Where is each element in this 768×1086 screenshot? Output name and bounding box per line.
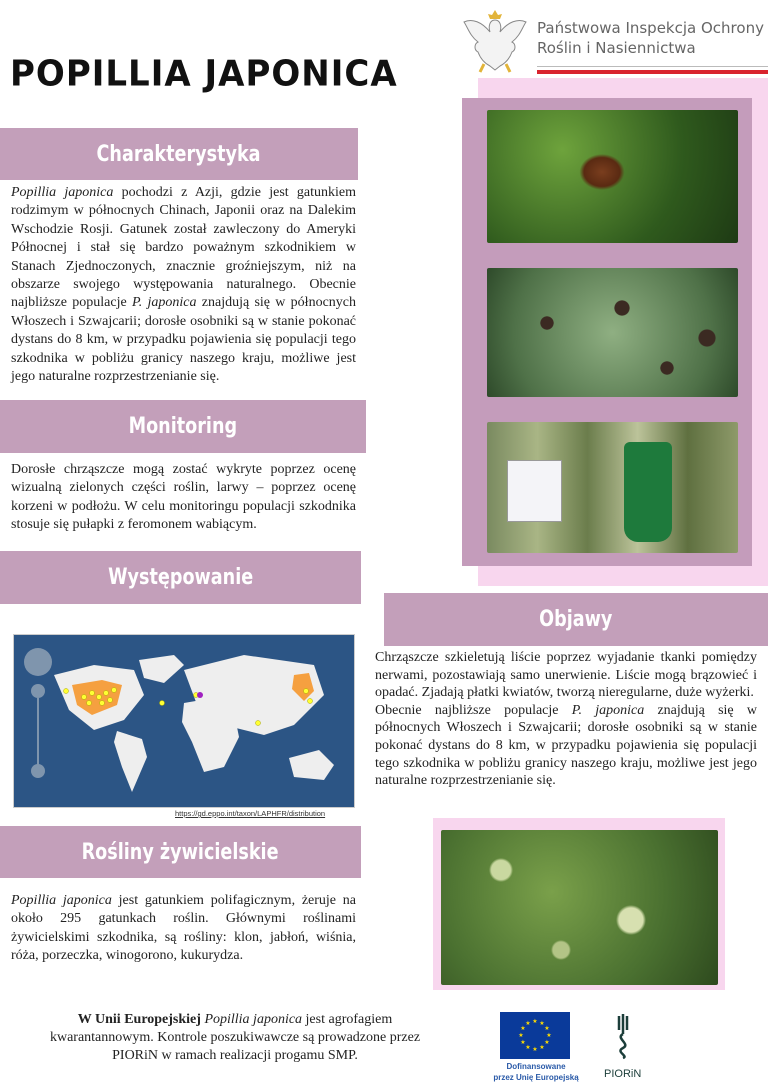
australia <box>289 750 334 780</box>
divider <box>537 66 768 67</box>
map-pan-control-icon <box>24 648 52 676</box>
map-zoom-in-icon <box>31 684 45 698</box>
svg-text:★: ★ <box>525 1020 531 1027</box>
pheromone-trap-photo <box>487 422 738 553</box>
svg-text:★: ★ <box>532 1018 538 1025</box>
footer-note: W Unii Europejskiej Popillia japonica jest agrofagiem kwarantannowym. Kontrole poszukiwawcze są prowadzone przez PIORiN w ramach realizacji progamu SMP. <box>49 1012 421 1063</box>
beetle-photo <box>487 110 738 243</box>
host-plants-text: Popillia japonica jest gatunkiem polifagicznym, żeruje na około 295 gatunkach roślin. Głównymi roślinami żywicielskimi szkodnika, są rośliny: klon, jabłoń, wiśnia, róża, porzeczka, winogorono, kukurydza. <box>11 893 356 964</box>
svg-text:★: ★ <box>544 1039 550 1046</box>
svg-text:★: ★ <box>520 1025 526 1032</box>
monitoring-text: Dorosłe chrząszcze mogą zostać wykryte poprzez ocenę wizualną zielonych części roślin, larwy – poprzez ocenę korzeni w podłożu. W celu monitoringu populacji szkodnika stosuje się pułapki z feromonem wabiącym. <box>11 462 356 533</box>
poster-title: POPILLIA JAPONICA <box>10 53 398 95</box>
piorin-logo-text: PIORiN <box>604 1068 642 1080</box>
south-america <box>114 731 147 792</box>
svg-text:★: ★ <box>544 1025 550 1032</box>
green-trap <box>624 442 672 542</box>
org-line-1: Państwowa Inspekcja Ochrony <box>537 19 764 37</box>
eu-flag-icon <box>500 1012 570 1059</box>
characteristics-text: Popillia japonica pochodzi z Azji, gdzie jest gatunkiem rodzimym w północnych Chinach, Japonii oraz na Dalekim Wschodzie Rosji. Gatunek został zawleczony do Ameryki Północnej i stał się bardzo poważnym szkodnikiem w Stanach Zjednoczonych, znacznie groźniejszym, niż na obszarze swojego występowania naturalnego. Obecnie najbliższe populacje P. japonica znajdują się w północnych Włoszech i Szwajcarii; dorosłe osobniki są w stanie pokonać dystans do 8 km, w przypadku pojawienia się populacji tego szkodnika w pobliżu granicy naszego kraju, możliwe jest jego naturalne rozprzestrzenianie się. <box>11 185 356 385</box>
symptoms-text <box>375 649 757 790</box>
damaged-leaf-photo <box>487 268 738 397</box>
svg-text:★: ★ <box>546 1032 552 1039</box>
org-line-2: Roślin i Nasiennictwa <box>537 39 696 57</box>
svg-text:★: ★ <box>520 1039 526 1046</box>
red-divider <box>537 70 768 74</box>
greenland <box>139 655 184 683</box>
svg-text:★: ★ <box>518 1032 524 1039</box>
trap-sign <box>507 460 562 522</box>
map-zoom-out-icon <box>31 764 45 778</box>
heading-host-plants: Rośliny żywicielskie <box>0 826 361 878</box>
heading-monitoring: Monitoring <box>0 400 366 453</box>
distribution-map <box>13 634 355 808</box>
symptoms-paragraph-2: Obecnie najbliższe populacje P. japonica znajdują się w północnych Włoszech i Szwajcarii; dorosłe osobniki są w stanie pokonać dystans do 8 km, w przypadku pojawienia się populacji tego szkodnika w pobliżu granicy naszego kraju, możliwe jest jego naturalne rozprzestrzenianie się. <box>375 702 757 789</box>
svg-text:★: ★ <box>532 1046 538 1053</box>
svg-text:★: ★ <box>525 1044 531 1051</box>
polish-eagle-logo-icon <box>462 6 528 76</box>
symptoms-paragraph-1: Chrząszcze szkieletują liście poprzez wyjadanie tkanki pomiędzy nerwami, pozostawiają samo unerwienie. Liście mogą brązowieć i opadać. Zjadają płatki kwiatów, tworzą nieregularne, duże wyżerki. <box>375 650 757 701</box>
svg-text:★: ★ <box>539 1020 545 1027</box>
heading-occurrence: Występowanie <box>0 551 361 604</box>
piorin-logo-icon <box>608 1012 638 1060</box>
leaf-damage-photo <box>441 830 718 985</box>
distribution-source-link[interactable]: https://gd.eppo.int/taxon/LAPHFR/distribution <box>175 809 326 818</box>
world-map <box>14 635 355 808</box>
heading-symptoms: Objawy <box>384 593 768 646</box>
heading-characteristics: Charakterystyka <box>0 128 358 180</box>
svg-text:★: ★ <box>539 1044 545 1051</box>
eu-caption: Dofinansowane przez Unię Europejską <box>493 1062 579 1082</box>
organization-name <box>537 18 764 58</box>
